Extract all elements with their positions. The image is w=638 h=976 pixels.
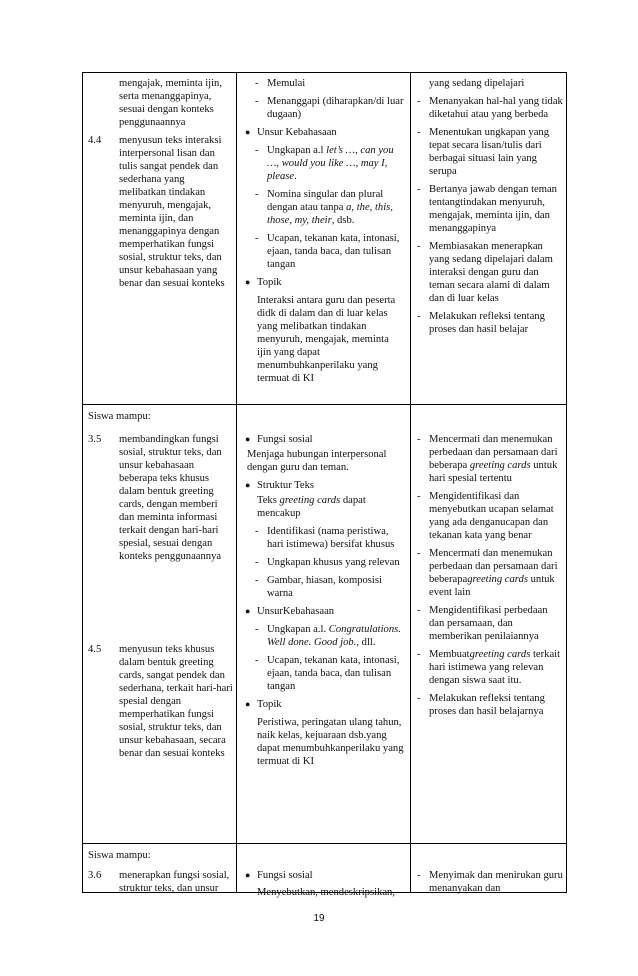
bullet-icon: ●	[245, 870, 251, 880]
struktur-text: Teks greeting cards dapat mencakup	[257, 495, 366, 519]
materi-bullet-heading: ● Unsur Kebahasaan	[245, 127, 337, 138]
materi-dash-item: - Identifikasi (nama peristiwa, hari istimewa) bersifat khusus	[255, 526, 395, 550]
pembelajaran-item: - Mencermati dan menemukan perbedaan dan persamaan dari beberapagreeting cards untuk event lain	[417, 548, 558, 598]
bullet-icon: ●	[245, 434, 251, 444]
materi-bullet-heading: ● UnsurKebahasaan	[245, 606, 335, 617]
pembelajaran-item: - Menyimak dan menirukan guru menanyakan dan	[417, 870, 563, 894]
pembelajaran-item: - Melakukan refleksi tentang proses dan hasil belajarnya	[417, 693, 545, 717]
materi-dash-item: - Ungkapan a.l. Congratulations. Well done. Good job., dll.	[255, 624, 401, 648]
pembelajaran-item: - Membuatgreeting cards terkait hari istimewa yang relevan dengan siswa saat itu.	[417, 649, 561, 686]
row-divider	[83, 843, 566, 844]
column-divider	[410, 73, 411, 892]
bullet-icon: ●	[245, 127, 251, 137]
bullet-icon: ●	[245, 606, 251, 616]
pembelajaran-item: - Mengidentifikasi perbedaan dan persamaan, dan memberikan penilaiannya	[417, 605, 548, 642]
pembelajaran-item: - Menanyakan hal-hal yang tidak diketahui atau yang berbeda	[417, 96, 563, 120]
fungsi-text: Menyebutkan, mendeskripsikan,	[257, 887, 395, 898]
kd-text: menyusun teks interaksi interpersonal lisan dan tulis sangat pendek dan sederhana yang melibatkan tindakan menyuruh, mengajak, meminta ijin, dan menanggapinya dengan memperhatikan fungsi sosial, struktur teks, dan unsur kebahasaan yang benar dan sesuai konteks	[119, 135, 225, 289]
pembelajaran-item: - Bertanya jawab dengan teman tentangtindakan menyuruh, mengajak, meminta ijin, dan menanggapinya	[417, 184, 557, 234]
row-divider	[83, 404, 566, 405]
bullet-icon: ●	[245, 699, 251, 709]
pembelajaran-cell	[417, 869, 563, 900]
kd-continuation-text: mengajak, meminta ijin, serta menanggapinya, sesuai dengan konteks penggunaannya	[119, 78, 222, 128]
page-number: 19	[313, 913, 325, 924]
pembelajaran-item: - Mencermati dan menemukan perbedaan dan persamaan dari beberapa greeting cards untuk hari spesial tertentu	[417, 434, 558, 484]
materi-dash-item: - Ucapan, tekanan kata, intonasi, ejaan, tanda baca, dan tulisan tangan	[255, 655, 400, 692]
kd-text: menerapkan fungsi sosial, struktur teks, dan unsur	[119, 870, 230, 894]
materi-dash-item: - Gambar, hiasan, komposisi warna	[255, 575, 382, 599]
kd-number: 4.4	[88, 135, 102, 146]
topik-text: Peristiwa, peringatan ulang tahun, naik kelas, kejuaraan dsb.yang dapat menumbuhkanperilaku yang termuat di KI	[257, 717, 404, 767]
siswa-mampu-label: Siswa mampu:	[88, 850, 151, 861]
materi-dash-item: - Ucapan, tekanan kata, intonasi, ejaan, tanda baca, dan tulisan tangan	[255, 233, 400, 270]
materi-cell	[245, 869, 405, 904]
materi-bullet-heading: ● Fungsi sosial	[245, 434, 313, 445]
materi-dash-item: - Ungkapan khusus yang relevan	[255, 557, 400, 568]
pembelajaran-cell	[417, 77, 563, 341]
materi-dash-item: - Ungkapan a.l let’s …, can you …, would you like …, may I, please.	[255, 145, 394, 182]
kd-text: menyusun teks khusus dalam bentuk greeting cards, sangat pendek dan sederhana, terkait hari-hari spesial dengan memperhatikan fungsi sosial, struktur teks, dan unsur kebahasaan, secara benar dan sesuai konteks	[119, 644, 233, 759]
materi-cell	[245, 433, 405, 773]
materi-bullet-heading: ● Struktur Teks	[245, 480, 315, 491]
materi-bullet-heading: ● Topik	[245, 277, 282, 288]
fungsi-text: Menjaga hubungan interpersonal dengan guru dan teman.	[247, 449, 387, 473]
kd-number: 3.6	[88, 870, 102, 881]
pembelajaran-item: - Mengidentifikasi dan menyebutkan ucapan selamat yang ada denganucapan dan tekanan kata yang benar	[417, 491, 554, 541]
kd-text: membandingkan fungsi sosial, struktur teks, dan unsur kebahasaan beberapa teks khusus dalam bentuk greeting cards, dengan memberi dan meminta informasi terkait dengan hari-hari spesial, sesuai dengan konteks penggunaannya	[119, 434, 222, 562]
siswa-mampu-label: Siswa mampu:	[88, 411, 151, 422]
syllabus-table	[82, 72, 567, 898]
pembelajaran-continuation: yang sedang dipelajari	[429, 78, 525, 89]
materi-dash-item: - Memulai	[255, 78, 306, 89]
bullet-icon: ●	[245, 277, 251, 287]
kd-cell	[83, 73, 236, 404]
kd-number: 4.5	[88, 644, 102, 655]
pembelajaran-item: - Melakukan refleksi tentang proses dan hasil belajar	[417, 311, 545, 335]
materi-dash-item: - Nomina singular dan plural dengan atau tanpa a, the, this, those, my, their, dsb.	[255, 189, 393, 226]
kd-number: 3.5	[88, 434, 102, 445]
materi-bullet-heading: ● Fungsi sosial	[245, 870, 313, 881]
pembelajaran-cell	[417, 433, 563, 723]
materi-bullet-heading: ● Topik	[245, 699, 282, 710]
pembelajaran-item: - Membiasakan menerapkan yang sedang dipelajari dalam interaksi dengan guru dan teman secara alami di dalam dan di luar kelas	[417, 241, 553, 304]
materi-cell	[245, 77, 405, 390]
column-divider	[236, 73, 237, 892]
pembelajaran-item: - Menentukan ungkapan yang tepat secara lisan/tulis dari berbagai situasi lain yang serupa	[417, 127, 550, 177]
topik-text: Interaksi antara guru dan peserta didk di dalam dan di luar kelas yang melibatkan tindakan menyuruh, mengajak, meminta ijin yang dapat menumbuhkanperilaku yang termuat di KI	[257, 295, 396, 384]
materi-dash-item: - Menanggapi (diharapkan/di luar dugaan)	[255, 96, 404, 120]
bullet-icon: ●	[245, 480, 251, 490]
